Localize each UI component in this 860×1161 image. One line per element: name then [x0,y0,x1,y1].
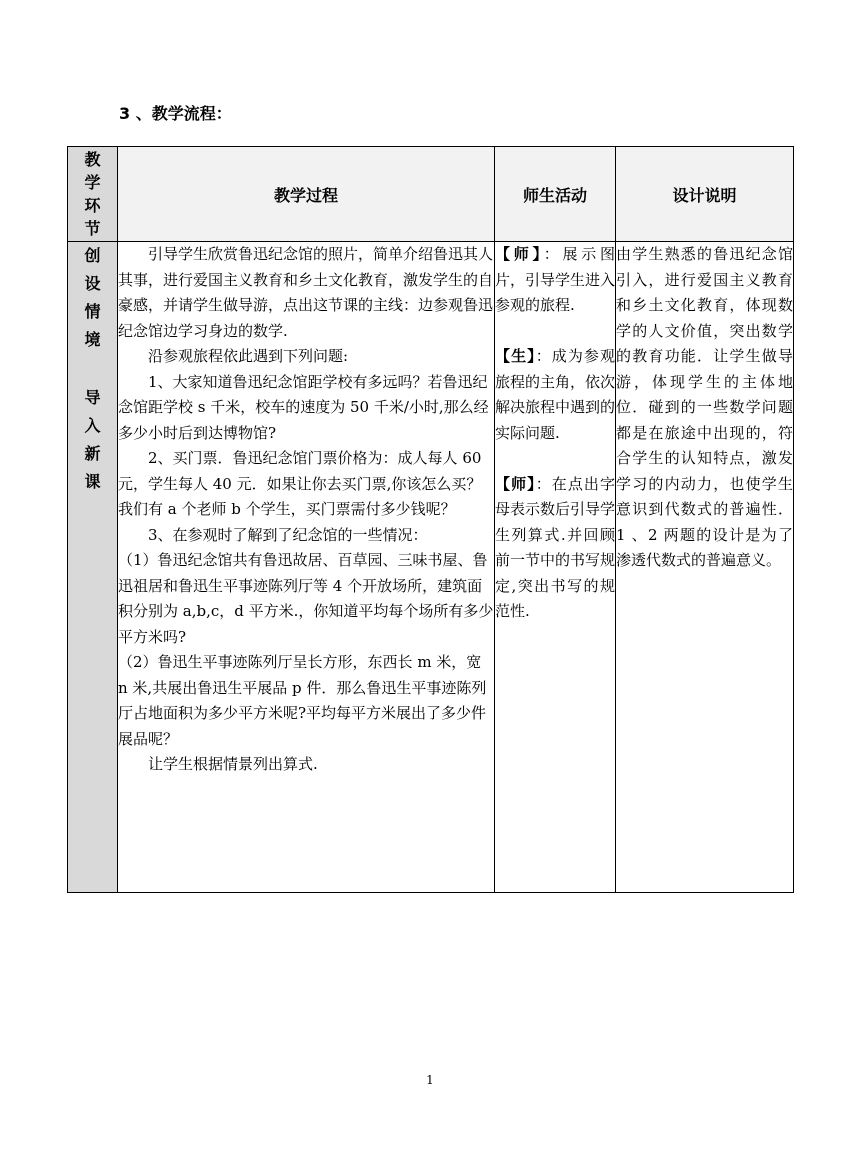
role-tag: 【生】 [495,347,536,365]
process-paragraph: 2、买门票．鲁迅纪念馆门票价格为：成人每人 60 元，学生每人 40 元．如果让你去买门票,你该怎么买？我们有 a 个老师 b 个学生，买门票需付多少钱呢？ [118,449,482,518]
stage-char: 创 [84,246,101,265]
stage-cell [68,242,118,893]
activity-paragraph [495,242,615,319]
table-header-row [68,147,794,242]
section-heading: 3 、教学流程： [119,104,232,123]
header-stage [68,147,118,242]
role-tag: 【师】 [495,245,544,263]
process-cell [118,242,495,893]
stage-char: 新 [84,444,101,463]
process-paragraph: 沿参观旅程依此遇到下列问题: [148,347,349,365]
teaching-flow-table [67,146,794,893]
process-paragraph: 让学生根据情景列出算式. [148,755,318,773]
stage-char: 境 [84,330,101,349]
activity-text: ：成为参观旅程的主角，依次解决旅程中遇到的实际问题. [495,347,616,442]
header-stage-char: 节 [84,219,101,238]
process-paragraph: （1）鲁迅纪念馆共有鲁迅故居、百草园、三味书屋、鲁迅祖居和鲁迅生平事迹陈列厅等 4 个开放场所，建筑面积分别为 a,b,c，d 平方米.，你知道平均每个场所有多少平方米吗? [118,551,494,646]
process-paragraph: （2）鲁迅生平事迹陈列厅呈长方形，东西长 m 米，宽 n 米,共展出鲁迅生平展品 p 件．那么鲁迅生平事迹陈列厅占地面积为多少平方米呢?平均每平方米展出了多少件展品呢？ [118,653,487,748]
design-paragraph: 由学生熟悉的鲁迅纪念馆引入，进行爱国主义教育和乡土文化教育，体现数学的人文价值，突出数学的教育功能．让学生做导游，体现学生的主体地位．碰到的一些数学问题都是在旅途中出现的，符合学生的认知特点，激发学习的内动力，也使学生意识到代数式的普遍性． 1 、2 两题的设计是为了渗透代数式的普遍意义。 [616,245,793,569]
header-stage-char: 环 [84,196,101,215]
design-cell [616,242,794,893]
activity-paragraph [495,472,615,625]
stage-char: 情 [84,302,101,321]
process-paragraph: 1、大家知道鲁迅纪念馆距学校有多远吗？若鲁迅纪念馆距学校 s 千米，校车的速度为 50 千米/小时,那么经多少小时后到达博物馆? [118,372,489,442]
stage-char: 导 [84,388,101,407]
activity-text: ：在点出字母表示数后引导学生列算式.并回顾前一节中的书写规定,突出书写的规范性. [495,474,616,620]
activity-text: ：展示图片，引导学生进入参观的旅程. [495,245,616,314]
stage-char: 入 [84,416,101,435]
header-design: 设计说明 [616,147,794,242]
process-paragraph: 3、在参观时了解到了纪念馆的一些情况： [148,525,428,544]
header-stage-char: 教 [84,150,101,169]
activity-cell [495,242,616,893]
role-tag: 【师】 [495,474,536,493]
page-number: 1 [426,1073,434,1087]
stage-char: 课 [84,472,101,491]
header-stage-char: 学 [84,173,101,192]
table-row [68,242,794,893]
process-paragraph: 引导学生欣赏鲁迅纪念馆的照片，简单介绍鲁迅其人其事，进行爱国主义教育和乡土文化教育，激发学生的自豪感，并请学生做导游，点出这节课的主线：边参观鲁迅纪念馆边学习身边的数学. [118,245,494,340]
header-process: 教学过程 [118,147,495,242]
stage-char: 设 [84,274,101,293]
header-activity: 师生活动 [495,147,616,242]
activity-paragraph [495,344,615,446]
